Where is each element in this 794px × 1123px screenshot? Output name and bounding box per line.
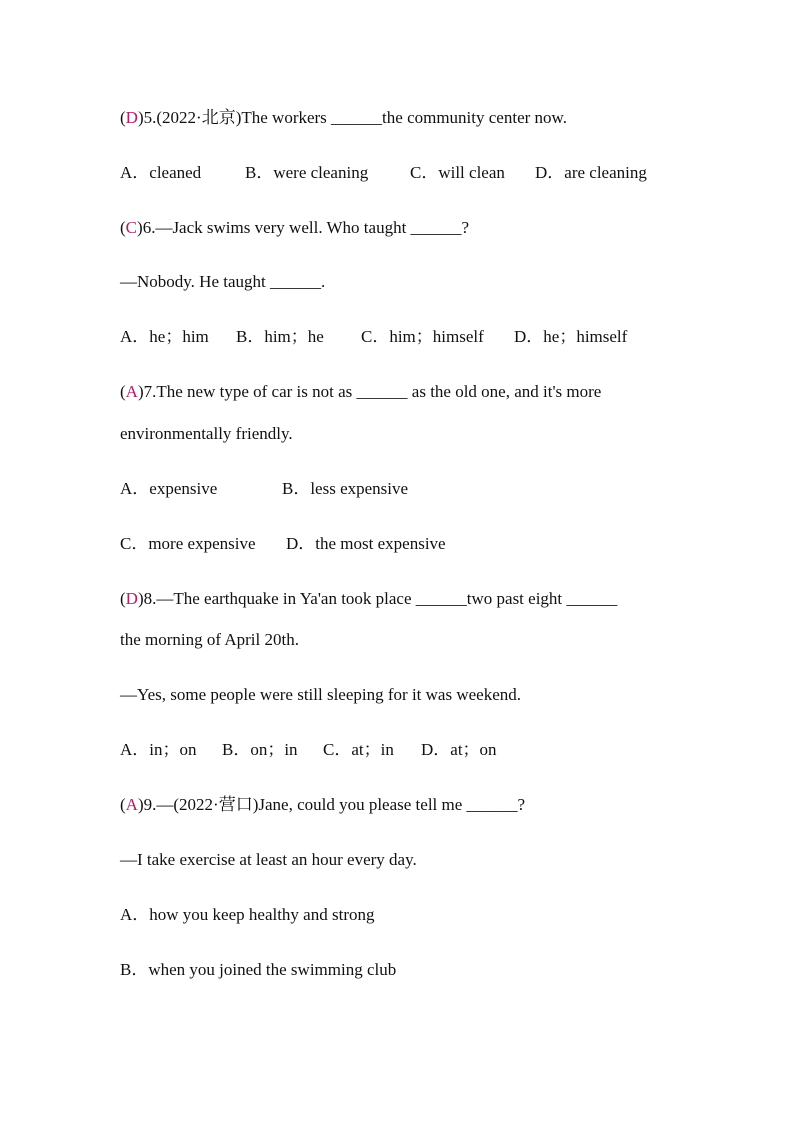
option-c: C．at；in — [323, 740, 394, 759]
question-9-option-b: B．when you joined the swimming club — [120, 960, 397, 979]
question-7-options-row-1 — [120, 478, 408, 500]
question-7-answer: A — [125, 382, 138, 401]
option-d: D．the most expensive — [286, 534, 446, 553]
question-9-text: 9.—(2022·营口)Jane, could you please tell me ______? — [143, 795, 526, 814]
question-9-stem: (A)9.—(2022·营口)Jane, could you please tell me ______? — [120, 795, 526, 814]
question-9-answer: A — [125, 795, 138, 814]
option-b: B．him；he — [236, 327, 324, 346]
option-a: A．expensive — [120, 479, 218, 498]
option-d: D．he；himself — [514, 327, 628, 346]
option-a: A．he；him — [120, 327, 209, 346]
question-8-stem: (D)8.—The earthquake in Ya'an took place ______two past eight ______ — [120, 589, 618, 608]
option-b: B．were cleaning — [245, 163, 369, 182]
question-7-text: 7.The new type of car is not as ______ as the old one, and it's more — [143, 382, 602, 401]
question-9-option-a: A．how you keep healthy and strong — [120, 905, 375, 924]
question-5-options — [120, 162, 647, 184]
question-7-options-row-2 — [120, 533, 446, 555]
option-a: A．in；on — [120, 740, 197, 759]
option-d: D．at；on — [421, 740, 497, 759]
question-5-stem: (D)5.(2022·北京)The workers ______the community center now. — [120, 108, 567, 127]
question-6-stem: (C)6.—Jack swims very well. Who taught ______? — [120, 218, 470, 237]
question-5-text: 5.(2022·北京)The workers ______the community center now. — [143, 108, 567, 127]
question-8-stem-continued: the morning of April 20th. — [120, 630, 299, 649]
question-6-text: 6.—Jack swims very well. Who taught ______? — [142, 218, 470, 237]
question-8-options — [120, 739, 497, 761]
option-b: B．on；in — [222, 740, 298, 759]
option-c: C．will clean — [410, 163, 505, 182]
question-7-stem: (A)7.The new type of car is not as ______ as the old one, and it's more — [120, 382, 602, 401]
option-a: A．cleaned — [120, 163, 202, 182]
option-c: C．him；himself — [361, 327, 484, 346]
question-6-options — [120, 326, 627, 348]
question-6-reply: —Nobody. He taught ______. — [120, 272, 326, 291]
question-6-answer: C — [125, 218, 138, 237]
option-b: B．less expensive — [282, 479, 409, 498]
question-5-answer: D — [125, 108, 138, 127]
question-9-reply: —I take exercise at least an hour every day. — [120, 850, 417, 869]
question-8-reply: —Yes, some people were still sleeping for it was weekend. — [120, 685, 521, 704]
question-8-text: 8.—The earthquake in Ya'an took place ______two past eight ______ — [143, 589, 618, 608]
option-d: D．are cleaning — [535, 163, 647, 182]
question-7-stem-continued: environmentally friendly. — [120, 424, 293, 443]
option-c: C．more expensive — [120, 534, 256, 553]
question-8-answer: D — [125, 589, 138, 608]
